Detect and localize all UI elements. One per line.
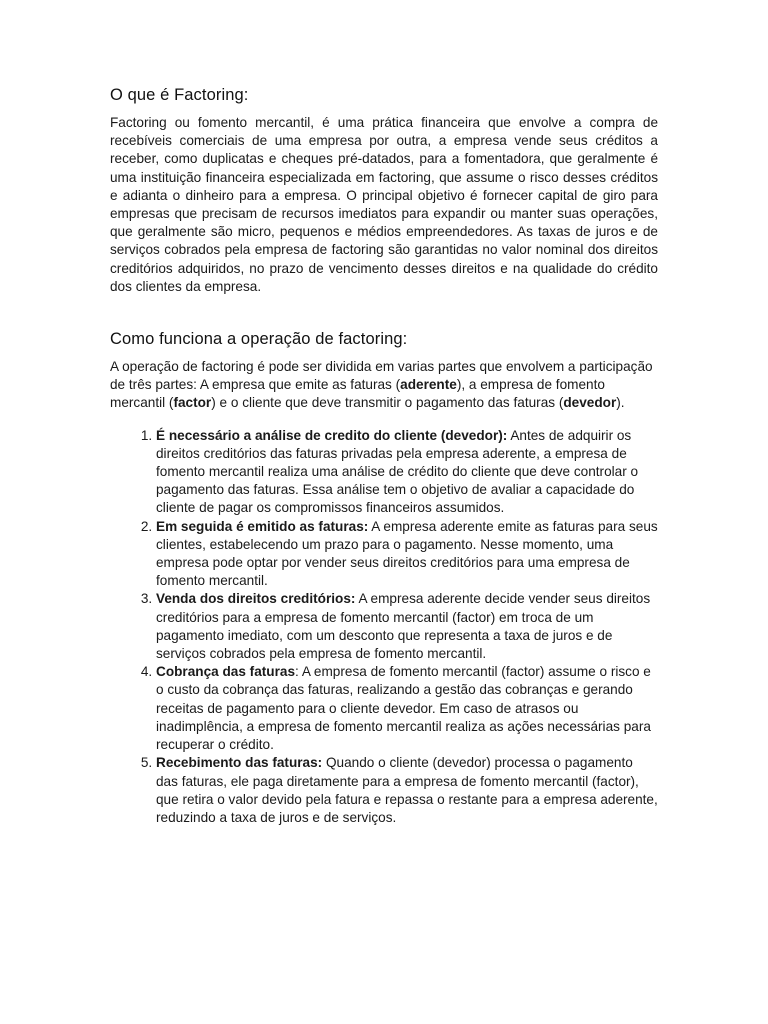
section-paragraph-definition: Factoring ou fomento mercantil, é uma prática financeira que envolve a compra de recebíveis comerciais de uma empresa por outra, a empresa vende seus créditos a receber, como duplicatas e cheques pré-datados, para a fomentadora, que geralmente é uma instituição financeira especializada em factoring, que assume o risco desses créditos e adianta o dinheiro para a empresa. O principal objetivo é fornecer capital de giro para empresas que precisam de recursos imediatos para expandir ou manter suas operações, que geralmente são micro, pequenos e médios empreendedores. As taxas de juros e de serviços cobrados pela empresa de factoring são garantidas no valor nominal dos direitos creditórios adquiridos, no prazo de vencimento desses direitos e na qualidade do crédito dos clientes da empresa.: [110, 115, 658, 294]
section-intro-paragraph: [110, 358, 658, 413]
list-item-heading: É necessário a análise de credito do cliente (devedor):: [156, 427, 508, 443]
list-item-text: A empresa aderente decide vender seus direitos creditórios para a empresa de fomento mercantil (factor) em troca de um pagamento imediato, com um desconto que representa a taxa de juros e de serviços cobrados pela empresa de fomento mercantil.: [156, 591, 651, 662]
section-title-what-is-factoring: O que é Factoring:: [110, 86, 249, 104]
steps-list: [110, 427, 658, 827]
document-page: [110, 86, 658, 827]
section-title-how-it-works: Como funciona a operação de factoring:: [110, 330, 408, 349]
term-devedor: devedor: [563, 395, 617, 411]
intro-text: ) e o cliente que deve transmitir o pagamento das faturas (: [211, 395, 564, 411]
list-item-text: : A empresa de fomento mercantil (factor) assume o risco e o custo da cobrança das faturas, realizando a gestão das cobranças e gerando receitas de pagamento para o cliente devedor. Em caso de atrasos ou inadimplência, a empresa de fomento mercantil realiza as ações necessárias para recuperar o crédito.: [156, 664, 651, 753]
list-item-heading: Em seguida é emitido as faturas:: [156, 518, 369, 534]
list-item-credit-analysis: [156, 427, 658, 518]
list-item-sale-of-rights: [156, 590, 658, 663]
list-item-heading: Cobrança das faturas: [156, 664, 296, 680]
list-item-heading: Venda dos direitos creditórios:: [156, 591, 356, 607]
term-factor: factor: [173, 395, 212, 411]
list-item-invoice-issuance: [156, 518, 658, 591]
list-item-text: Quando o cliente (devedor) processa o pagamento das faturas, ele paga diretamente para a empresa de fomento mercantil (factor), que retira o valor devido pela fatura e repassa o restante para a empresa aderente, reduzindo a taxa de juros e de serviços.: [156, 755, 658, 825]
intro-text: A operação de factoring é pode ser dividida em varias partes que envolvem a participação de três partes: A empresa que emite as faturas (: [110, 359, 653, 393]
list-item-text: Antes de adquirir os direitos creditórios das faturas privadas pela empresa aderente, a empresa de fomento mercantil realiza uma análise de crédito do cliente que deve controlar o pagamento das faturas. Essa análise tem o objetivo de avaliar a capacidade do cliente de pagar os compromissos financeiros assumidos.: [156, 427, 639, 516]
list-item-heading: Recebimento das faturas:: [156, 755, 323, 771]
list-item-collection: [156, 663, 658, 754]
intro-text: ).: [616, 395, 625, 411]
term-aderente: aderente: [400, 377, 457, 393]
list-item-receipt: [156, 754, 658, 827]
list-item-text: A empresa aderente emite as faturas para seus clientes, estabelecendo um prazo para o pagamento. Nesse momento, uma empresa pode optar por vender seus direitos creditórios para uma empresa de fomento mercantil.: [156, 518, 658, 589]
intro-text: ), a empresa de fomento mercantil (: [110, 377, 605, 411]
